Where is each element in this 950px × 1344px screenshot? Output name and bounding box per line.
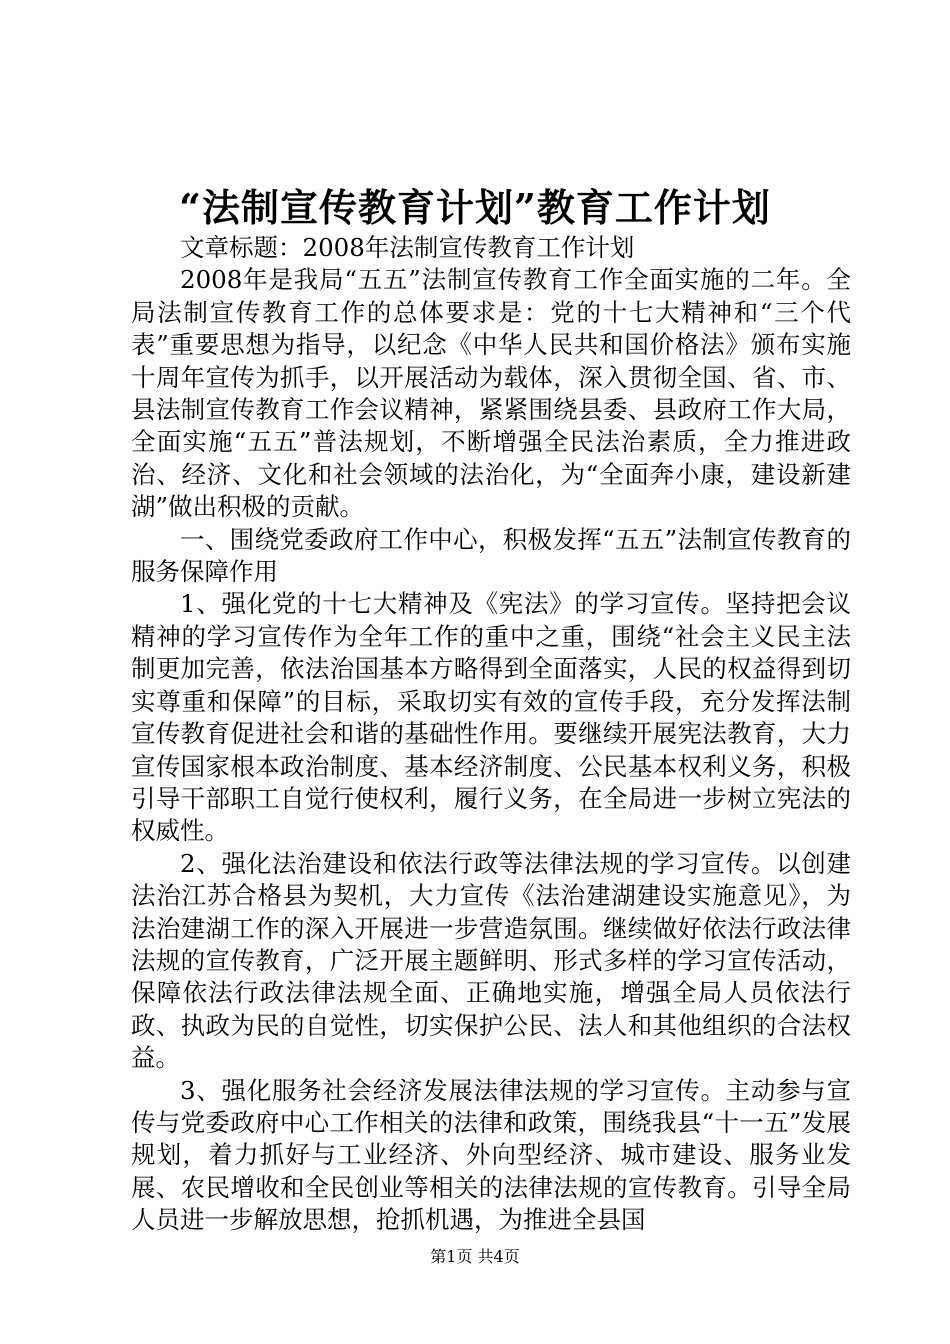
item-paragraph-1: 1、强化党的十七大精神及《宪法》的学习宣传。坚持把会议精神的学习宣传作为全年工作的重中之重，围绕“社会主义民主法制更加完善，依法治国基本方略得到全面落实，人民的权益得到切实尊重和保障”的目标，采取切实有效的宣传手段，充分发挥法制宣传教育促进社会和谐的基础性作用。要继续开展宪法教育，大力宣传国家根本政治制度、基本经济制度、公民基本权利义务，积极引导干部职工自觉行使权利，履行义务，在全局进一步树立宪法的权威性。 bbox=[131, 589, 851, 846]
section-heading: 一、围绕党委政府工作中心，积极发挥“五五”法制宣传教育的服务保障作用 bbox=[131, 524, 851, 587]
intro-paragraph: 2008年是我局“五五”法制宣传教育工作全面实施的二年。全局法制宣传教育工作的总体要求是：党的十七大精神和“三个代表”重要思想为指导，以纪念《中华人民共和国价格法》颁布实施十周年宣传为抓手，以开展活动为载体，深入贯彻全国、省、市、县法制宣传教育工作会议精神，紧紧围绕县委、县政府工作大局，全面实施“五五”普法规划，不断增强全民法治素质，全力推进政治、经济、文化和社会领域的法治化，为“全面奔小康，建设新建湖”做出积极的贡献。 bbox=[131, 265, 851, 522]
document-body bbox=[131, 232, 851, 1237]
page-number-footer: 第1页 共4页 bbox=[430, 1247, 520, 1266]
item-paragraph-3: 3、强化服务社会经济发展法律法规的学习宣传。主动参与宣传与党委政府中心工作相关的法律和政策，围绕我县“十一五”发展规划，着力抓好与工业经济、外向型经济、城市建设、服务业发展、农民增收和全民创业等相关的法律法规的宣传教育。引导全局人员进一步解放思想，抢抓机遇，为推进全县国 bbox=[131, 1075, 851, 1235]
item-paragraph-2: 2、强化法治建设和依法行政等法律法规的学习宣传。以创建法治江苏合格县为契机，大力宣传《法治建湖建设实施意见》，为法治建湖工作的深入开展进一步营造氛围。继续做好依法行政法律法规的宣传教育，广泛开展主题鲜明、形式多样的学习宣传活动，保障依法行政法律法规全面、正确地实施，增强全局人员依法行政、执政为民的自觉性，切实保护公民、法人和其他组织的合法权益。 bbox=[131, 848, 851, 1073]
document-title: “法制宣传教育计划”教育工作计划 bbox=[179, 185, 771, 230]
article-heading-line: 文章标题：2008年法制宣传教育工作计划 bbox=[180, 233, 635, 262]
